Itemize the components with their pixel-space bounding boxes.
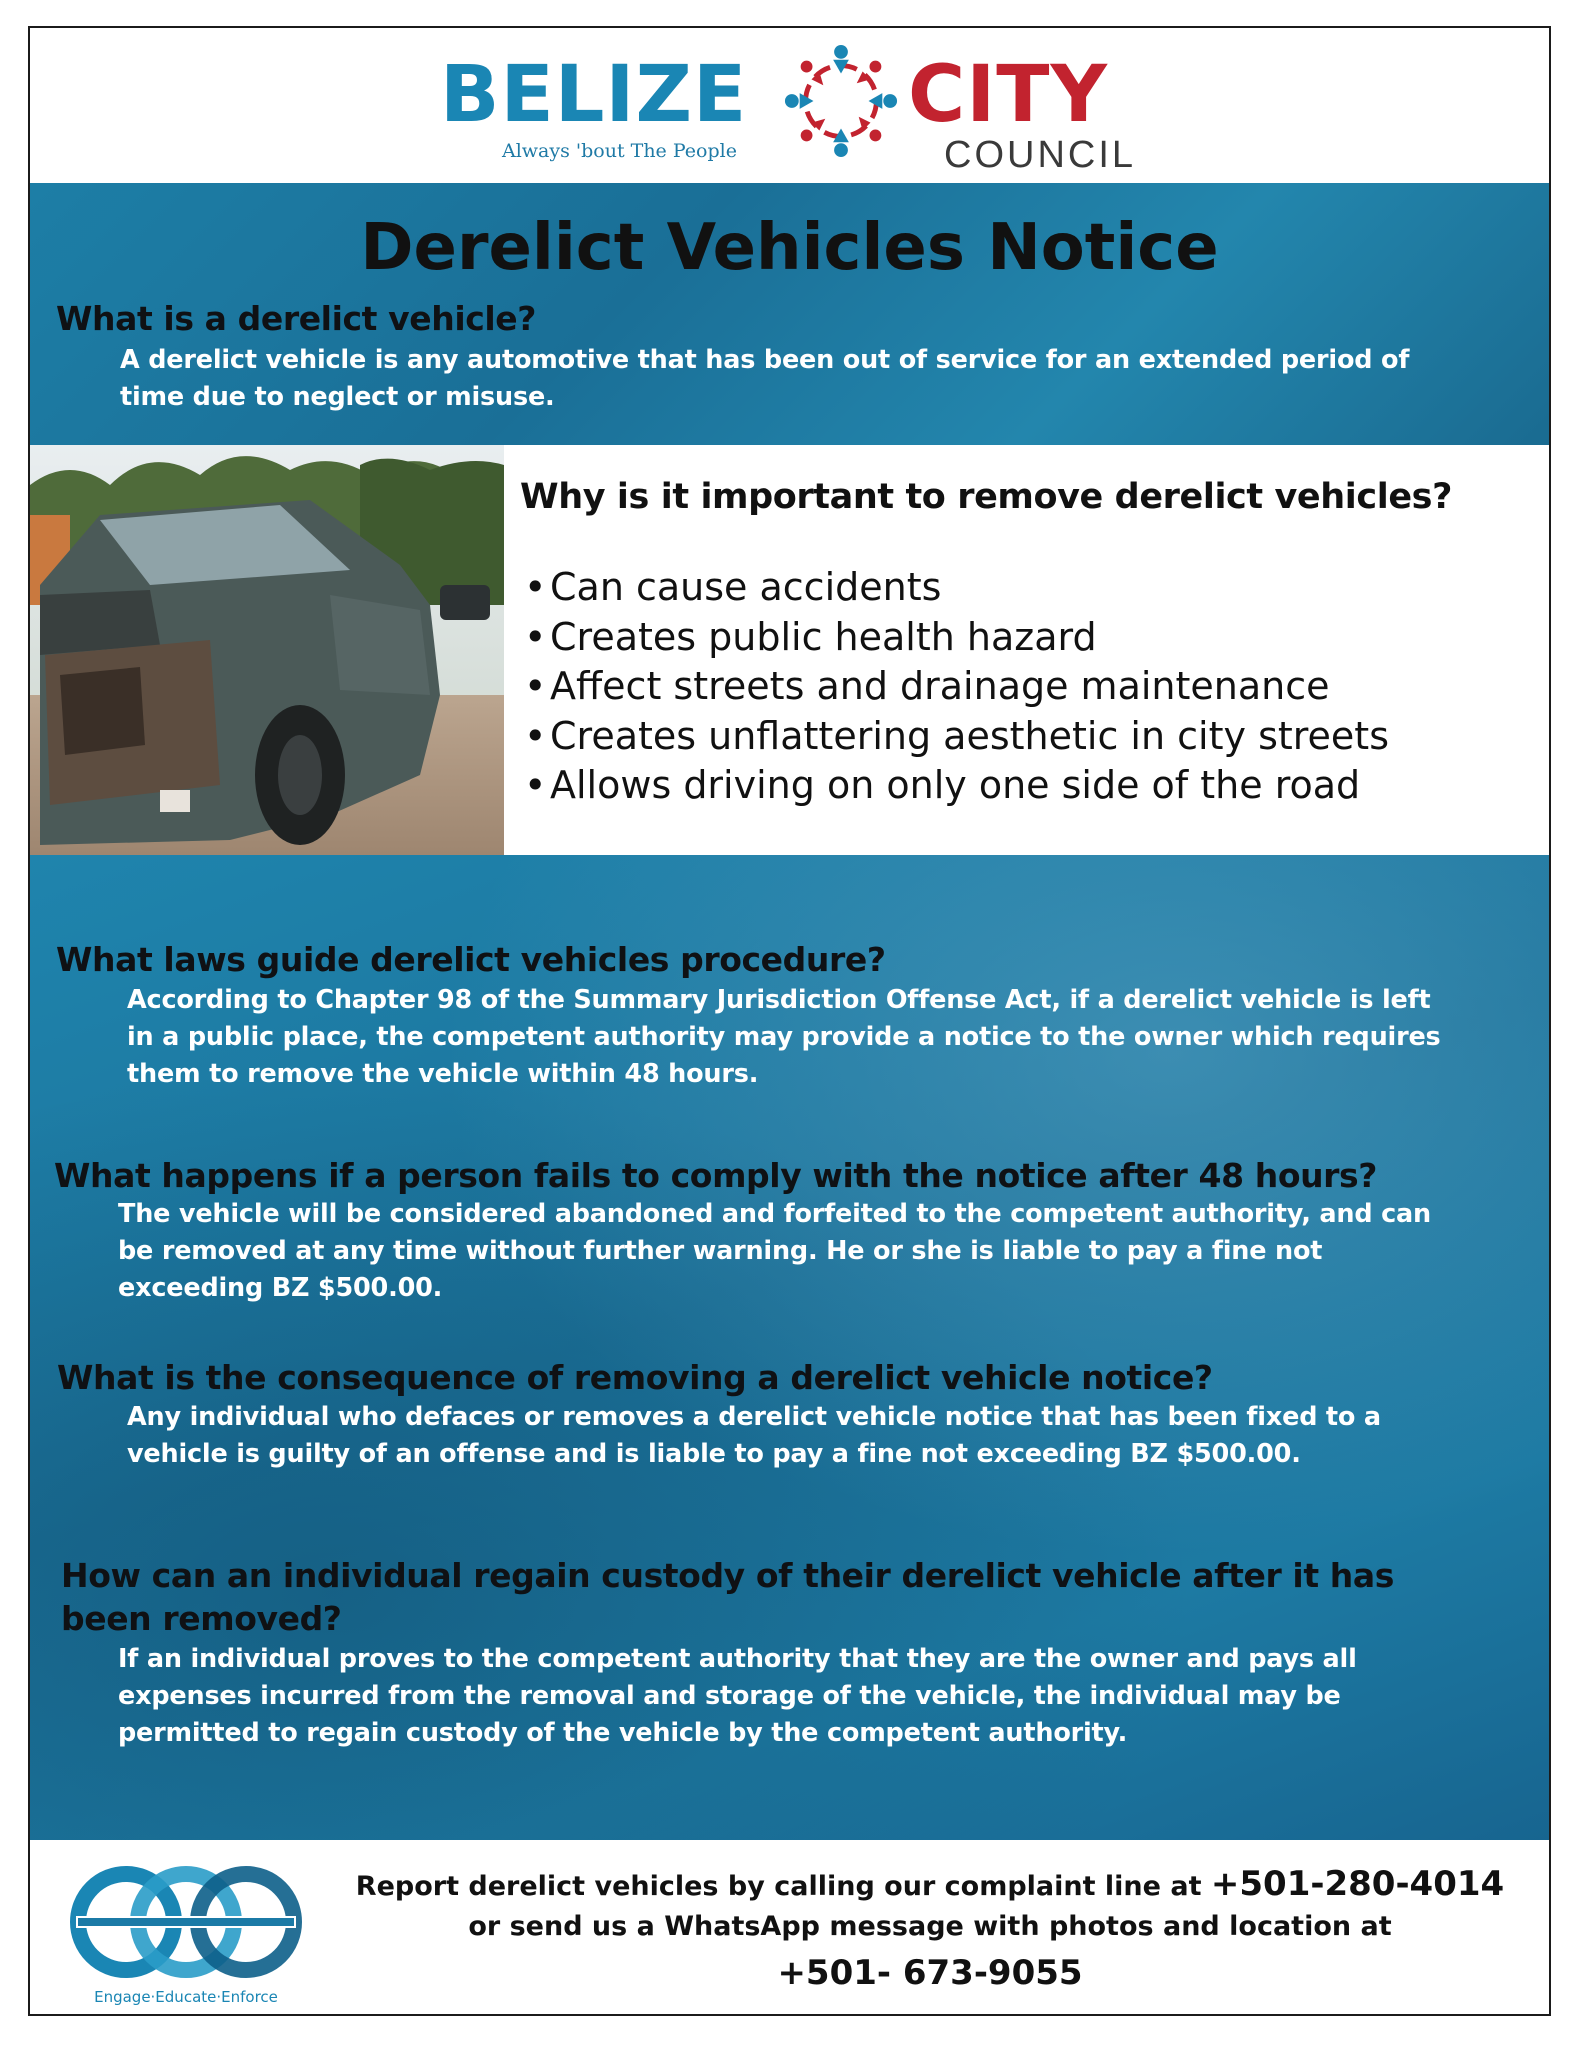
whatsapp-phone[interactable]: +501- 673-9055 (777, 1953, 1083, 1993)
brand-belize: BELIZE (440, 50, 748, 140)
intro-panel (30, 183, 1549, 445)
list-item: •Can cause accidents (524, 565, 942, 609)
city-council-logo-icon (782, 42, 900, 160)
page-title: Derelict Vehicles Notice (360, 211, 1219, 285)
custody-heading: How can an individual regain custody of their derelict vehicle after it has been removed? (61, 1556, 1394, 1638)
list-item: •Affect streets and drainage maintenance (524, 664, 1330, 708)
engage-educate-enforce-logo-icon (56, 1860, 316, 2010)
custody-body: If an individual proves to the competent authority that they are the owner and pays all expenses incurred from the removal and storage of the vehicle, the individual may be permitted to regain custody of the vehicle by the competent authority. (118, 1644, 1357, 1748)
derelict-vehicle-photo (30, 445, 504, 855)
brand-tagline: Always 'bout The People (502, 140, 737, 162)
brand-city: CITY (908, 50, 1108, 140)
brand-left (440, 50, 748, 162)
fails-heading: What happens if a person fails to comply with the notice after 48 hours? (54, 1156, 1378, 1195)
list-item: •Creates unflattering aesthetic in city streets (524, 713, 1390, 758)
header (30, 28, 1549, 183)
brand-council: COUNCIL (944, 134, 1137, 176)
report-contact: Report derelict vehicles by calling our complaint line at +501-280-4014 or send us a WhatsApp message with photos and location at +501- 673-9055 (330, 1864, 1530, 1997)
brand-right (908, 50, 1137, 177)
what-is-body: A derelict vehicle is any automotive that has been out of service for an extended period of time due to neglect or misuse. (120, 345, 1410, 412)
why-bullet-list (524, 563, 1389, 811)
laws-heading: What laws guide derelict vehicles procedure? (56, 940, 886, 979)
list-item: •Creates public health hazard (524, 614, 1097, 659)
notice-page (28, 26, 1551, 2016)
footer (30, 1840, 1549, 2016)
laws-body: According to Chapter 98 of the Summary Jurisdiction Offense Act, if a derelict vehicle is left in a public place, the competent authority may provide a notice to the owner which requires them to remove the vehicle within 48 hours. (127, 985, 1441, 1089)
complaint-phone[interactable]: +501-280-4014 (1210, 1864, 1505, 1904)
list-item: •Allows driving on only one side of the road (524, 763, 1361, 807)
fails-body: The vehicle will be considered abandoned and forfeited to the competent authority, and can be removed at any time without further warning. He or she is liable to pay a fine not exceeding BZ $500.00. (118, 1199, 1431, 1303)
svg-text:Engage·Educate·Enforce: Engage·Educate·Enforce (94, 1988, 278, 2006)
why-section (30, 445, 1549, 855)
consequence-body: Any individual who defaces or removes a derelict vehicle notice that has been fixed to a vehicle is guilty of an offense and is liable to pay a fine not exceeding BZ $500.00. (127, 1402, 1381, 1469)
why-heading: Why is it important to remove derelict vehicles? (520, 477, 1453, 517)
consequence-heading: What is the consequence of removing a derelict vehicle notice? (57, 1358, 1213, 1397)
faq-panel (30, 855, 1549, 1840)
what-is-heading: What is a derelict vehicle? (56, 299, 537, 338)
